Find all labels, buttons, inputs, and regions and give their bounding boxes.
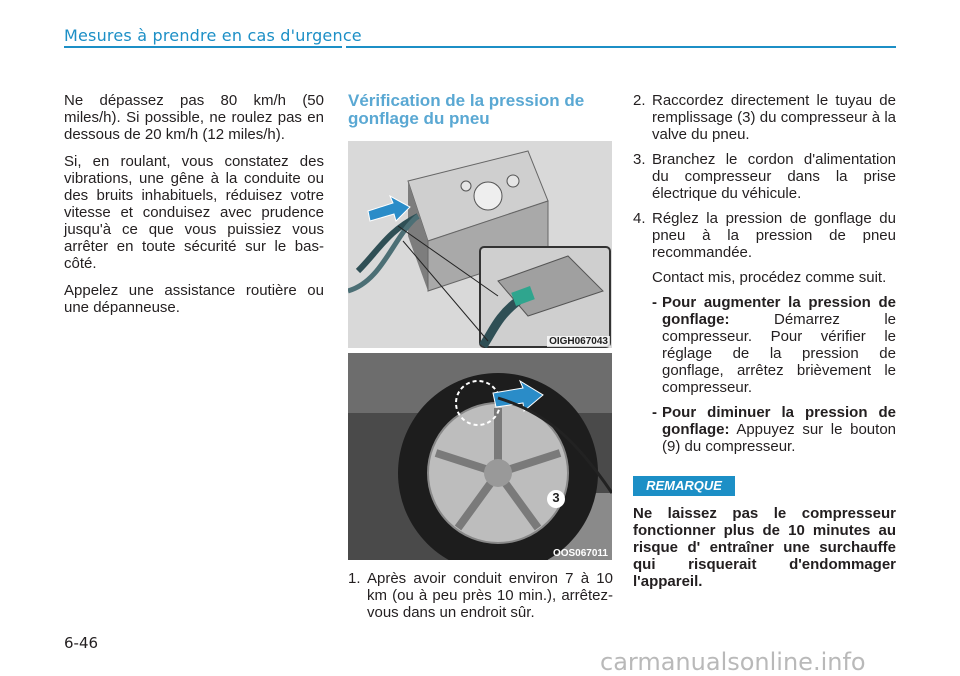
header-rule xyxy=(346,46,896,48)
figure-code: OOS067011 xyxy=(552,548,608,559)
section-title: Vérification de la pression de gonflage du pneu xyxy=(348,91,585,128)
step-item: 1. Après avoir conduit environ 7 à 10 km (ou à peu près 10 min.), arrêtez-vous dans un endroit sûr. xyxy=(348,570,613,621)
decrease-pressure: - Pour diminuer la pression de gonflage: Appuyez sur le bouton (9) du compresseur. xyxy=(652,404,896,455)
paragraph-speed: Ne dépassez pas 80 km/h (50 miles/h). Si possible, ne roulez pas en dessous de 20 km/h (12 miles/h). xyxy=(64,92,324,143)
step-list-right xyxy=(633,92,896,463)
decrease-text: Appuyez sur le bouton (9) du compresseur. xyxy=(662,421,896,455)
header-underline xyxy=(64,46,342,48)
callout-number: 3 xyxy=(552,490,560,505)
step-note: Contact mis, procédez comme suit. xyxy=(652,269,887,286)
tire-illustration xyxy=(348,353,612,560)
remarque-badge: REMARQUE xyxy=(633,476,735,496)
watermark: carmanualsonline.info xyxy=(600,648,866,676)
tire-figure xyxy=(348,353,612,560)
compressor-illustration xyxy=(348,141,612,348)
compressor-figure xyxy=(348,141,612,348)
column-middle xyxy=(348,92,613,128)
column-left xyxy=(64,92,324,326)
step-list-middle xyxy=(348,570,613,629)
page-number: 6-46 xyxy=(64,634,99,652)
step-item: 2. Raccordez directement le tuyau de remplissage (3) du compresseur à la valve du pneu. xyxy=(633,92,896,143)
decrease-label: Pour diminuer la pression de gonflage: xyxy=(662,404,896,438)
step-item: 3. Branchez le cordon d'alimentation du compresseur dans la prise électrique du véhicule. xyxy=(633,151,896,202)
paragraph-assistance: Appelez une assistance routière ou une dépanneuse. xyxy=(64,282,324,316)
remarque-text: Ne laissez pas le compresseur fonctionner plus de 10 minutes au risque d' entraîner une surchauffe qui risquerait d'endommager l'appareil. xyxy=(633,505,896,590)
increase-pressure: - Pour augmenter la pression de gonflage: Démarrez le compresseur. Pour vérifier le réglage de la pression de gonflage, arrêtez brièvement le compresseur. xyxy=(652,294,896,396)
figure-code: OIGH067043 xyxy=(549,336,608,347)
step-item: 4. Réglez la pression de gonflage du pneu à la pression de pneu recommandée. xyxy=(633,210,896,261)
section-header: Mesures à prendre en cas d'urgence xyxy=(64,26,362,45)
increase-label: Pour augmenter la pression de gonflage: xyxy=(662,294,896,328)
increase-text: Démarrez le compresseur. Pour vérifier le réglage de la pression de gonflage, arrêtez brièvement le compresseur. xyxy=(662,311,896,396)
paragraph-vibrations: Si, en roulant, vous constatez des vibrations, une gêne à la conduite ou des bruits inhabituels, réduisez votre vitesse et conduisez avec prudence jusqu'à ce que vous puissiez vous arrêter en toute sécurité sur le bas-côté. xyxy=(64,153,324,272)
